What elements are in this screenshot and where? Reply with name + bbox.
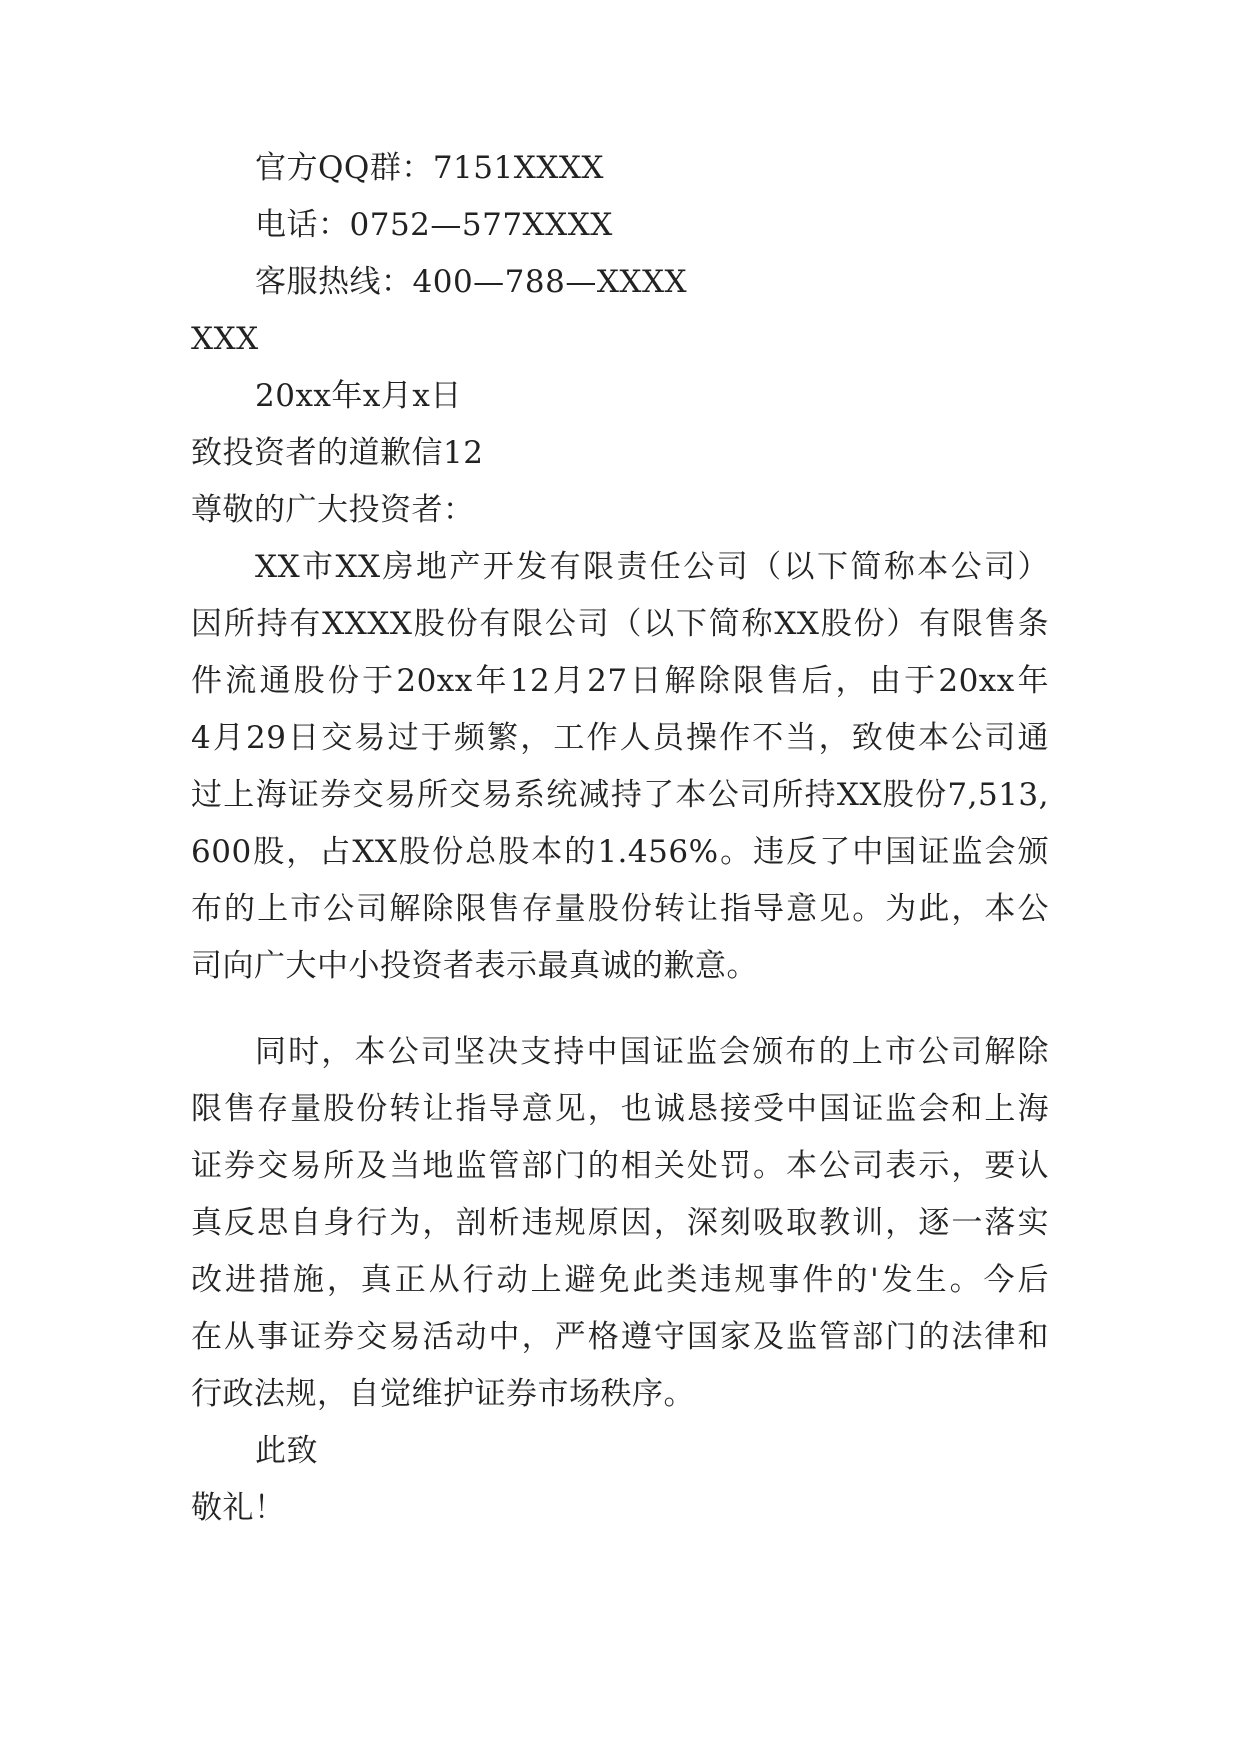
paragraph-1-line: 因所持有XXXX股份有限公司（以下简称XX股份）有限售条 <box>191 606 1049 642</box>
paragraph-1-line: 过上海证券交易所交易系统减持了本公司所持XX股份7,513, <box>191 777 1049 813</box>
paragraph-2-line: 限售存量股份转让指导意见，也诚恳接受中国证监会和上海 <box>191 1091 1049 1127</box>
qq-group-line: 官方QQ群：7151XXXX <box>255 150 604 186</box>
paragraph-2-line: 真反思自身行为，剖析违规原因，深刻吸取教训，逐一落实 <box>191 1205 1049 1241</box>
hotline-line: 客服热线：400—788—XXXX <box>255 264 688 300</box>
paragraph-1-line: 4月29日交易过于频繁，工作人员操作不当，致使本公司通 <box>191 720 1049 756</box>
signature-name: XXX <box>191 321 259 357</box>
paragraph-1-line: 布的上市公司解除限售存量股份转让指导意见。为此，本公 <box>191 891 1049 927</box>
paragraph-1-line: 件流通股份于20xx年12月27日解除限售后，由于20xx年 <box>191 663 1049 699</box>
paragraph-2-line: 同时，本公司坚决支持中国证监会颁布的上市公司解除 <box>255 1034 1049 1070</box>
paragraph-1-line: XX市XX房地产开发有限责任公司（以下简称本公司） <box>255 549 1049 585</box>
phone-line: 电话：0752—577XXXX <box>255 207 613 243</box>
paragraph-2-line: 证券交易所及当地监管部门的相关处罚。本公司表示，要认 <box>191 1148 1049 1184</box>
closing-line-2: 敬礼！ <box>191 1490 286 1526</box>
letter-title: 致投资者的道歉信12 <box>191 435 484 471</box>
salutation: 尊敬的广大投资者： <box>191 492 475 528</box>
paragraph-1-line: 600股，占XX股份总股本的1.456%。违反了中国证监会颁 <box>191 834 1049 870</box>
paragraph-2-line: 在从事证券交易活动中，严格遵守国家及监管部门的法律和 <box>191 1319 1049 1355</box>
paragraph-2-line: 行政法规，自觉维护证券市场秩序。 <box>191 1376 695 1412</box>
signature-date: 20xx年x月x日 <box>255 378 462 414</box>
paragraph-2-line: 改进措施，真正从行动上避免此类违规事件的'发生。今后 <box>191 1262 1049 1298</box>
paragraph-1-line: 司向广大中小投资者表示最真诚的歉意。 <box>191 948 758 984</box>
closing-line-1: 此致 <box>255 1433 318 1469</box>
